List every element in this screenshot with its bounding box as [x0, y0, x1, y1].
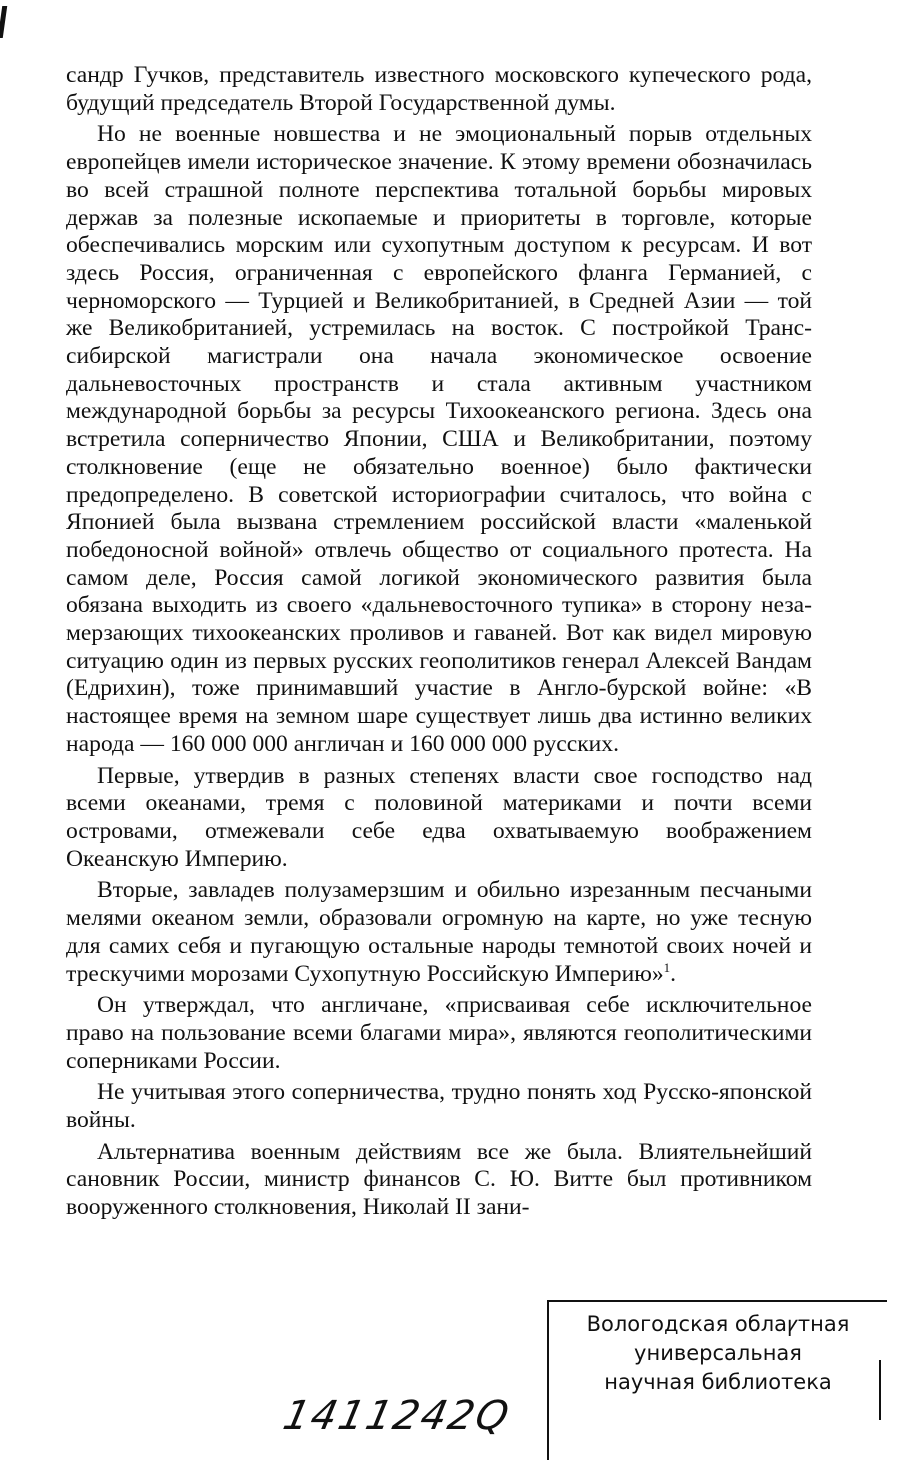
paragraph-1: сандр Гучков, представитель известного московского купеческого рода, будущий председатель Второй Государственной думы. — [66, 62, 812, 116]
paragraph-4: Вторые, завладев полузамерзшим и обильно изрезанным песчаными мелями океаном земли, образовали огромную на карте, но уже тесную для самих себя и пугающую остальные народы темнотой своих ночей и трескучими морозами Сухопутную Российскую Империю»$^1$. — [66, 877, 812, 987]
stamp-line-2: универсальная — [634, 1341, 802, 1365]
page-text — [66, 62, 812, 1226]
library-stamp — [547, 1300, 887, 1460]
paragraph-2: Но не военные новшества и не эмоциональный порыв отдельных европейцев имели историческое значение. К этому времени обозначилась во всей страшной полноте перспектива тотальной борьбы мировых держав за полезные ископаемые и приоритеты в торговле, которые обеспечивались морским или сухопутным доступом к ресурсам. И вот здесь Россия, ограниченная с европейского фланга Германией, с черноморского — Турцией и Великобританией, в Средней Азии — той же Великобританией, устремилась на восток. С постройкой Транссибирской магистрали она начала экономическое освоение дальневосточных пространств и стала активным участником международной борьбы за ресурсы Тихоокеанского региона. Здесь она встретила соперничество Японии, США и Великобритании, поэтому столкновение (еще не обязательно военное) было фактически предопределено. В советской историографии считалось, что война с Японией была вызвана стремлением российской власти «маленькой победоносной войной» отвлечь общество от социального протеста. На самом деле, Россия самой логикой экономического развития была обязана выходить из своего «дальневосточного тупика» в сторону незамерзающих тихоокеанских проливов и гаваней. Вот как видел мировую ситуацию один из первых русских геополитиков генерал Алексей Вандам (Едрихин), тоже принимавший участие в Англо-бурской войне: «В настоящее время на земном шаре существует лишь два истинно великих народа — 160 000 000 англичан и 160 000 000 русских. — [66, 121, 812, 757]
paragraph-3: Первые, утвердив в разных степенях власти свое господство над всеми океанами, тремя с половиной материками и почти всеми островами, отмежевали себе едва охватываемую воображением Океанскую Империю. — [66, 762, 812, 872]
stamp-line-3: научная библиотека — [604, 1370, 832, 1394]
inventory-number: 1411242Q — [279, 1393, 515, 1439]
paragraph-7: Альтернатива военным действиям все же была. Влиятельнейший сановник России, министр финансов С. Ю. Витте был противником вооруженного столкновения, Николай II зани- — [66, 1138, 812, 1221]
stamp-line-1: Вологодская облаꝩтная — [586, 1312, 850, 1336]
paragraph-5: Он утверждал, что англичане, «присваивая себе исключительное право на пользование всеми благами мира», являются геополитическими соперниками России. — [66, 992, 812, 1074]
stamp-border-tick — [879, 1360, 881, 1420]
corner-mark — [0, 6, 7, 38]
paragraph-6: Не учитывая этого соперничества, трудно понять ход Русско-японской войны. — [66, 1079, 812, 1134]
paragraph-4-text: Вторые, завладев полузамерзшим и обильно изрезанным песчаными мелями океаном земли, образовали огромную на карте, но уже тесную для самих себя и пугающую остальные народы темнотой своих ночей и трескучими морозами Сухопутную Российскую Империю» — [66, 877, 812, 987]
footnote-mark: 1 — [663, 959, 671, 975]
